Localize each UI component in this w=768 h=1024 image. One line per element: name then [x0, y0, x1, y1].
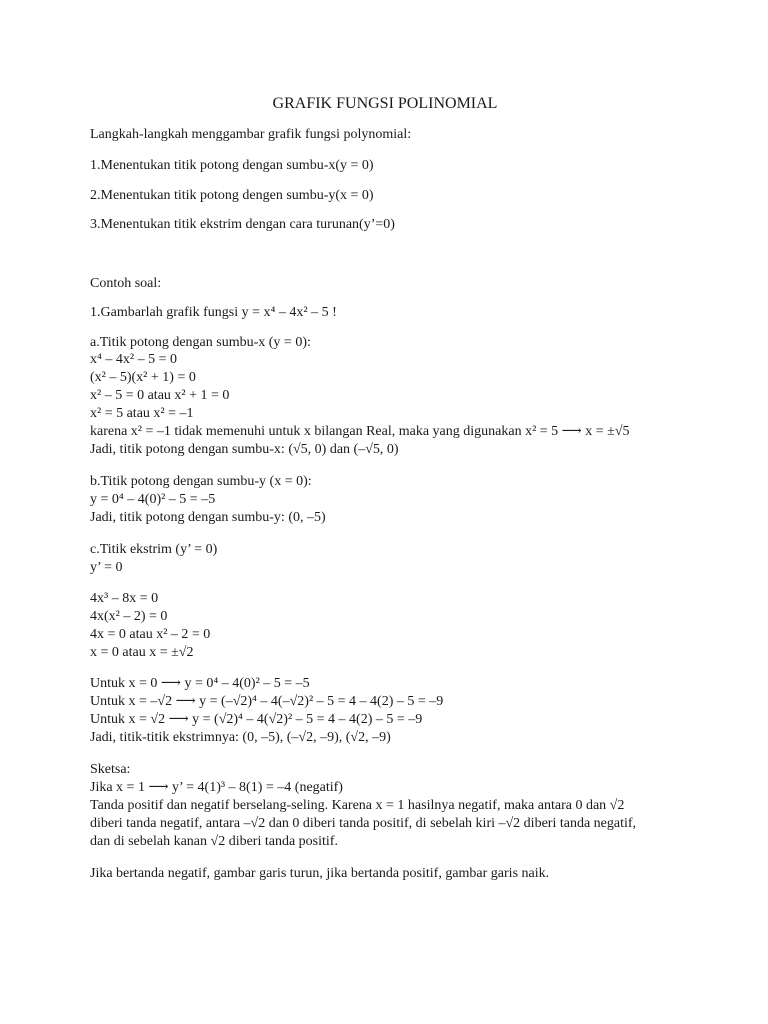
part-b-line: y = 0⁴ – 4(0)² – 5 = –5 — [90, 492, 216, 507]
intro-text: Langkah-langkah menggambar grafik fungsi polynomial: — [90, 127, 412, 142]
part-b-line: Jadi, titik potong dengan sumbu-y: (0, –5) — [90, 510, 326, 525]
step-1: 1.Menentukan titik potong dengan sumbu-x(y = 0) — [90, 158, 374, 173]
step-2: 2.Menentukan titik potong dengen sumbu-y(x = 0) — [90, 188, 374, 203]
part-b-line: b.Titik potong dengan sumbu-y (x = 0): — [90, 474, 312, 489]
page-title: GRAFIK FUNGSI POLINOMIAL — [272, 95, 498, 112]
part-a-line: x⁴ – 4x² – 5 = 0 — [90, 352, 177, 367]
part-c-step: 4x = 0 atau x² – 2 = 0 — [90, 627, 211, 642]
closing-text: Jika bertanda negatif, gambar garis turun, jika bertanda positif, gambar garis naik. — [90, 866, 550, 881]
part-c-step: 4x(x² – 2) = 0 — [90, 609, 168, 624]
part-c-value: Untuk x = √2 ⟶ y = (√2)⁴ – 4(√2)² – 5 = 4 – 4(2) – 5 = –9 — [90, 712, 423, 727]
problem-statement: 1.Gambarlah grafik fungsi y = x⁴ – 4x² – 5 ! — [90, 305, 337, 320]
part-c-step: x = 0 atau x = ±√2 — [90, 645, 194, 660]
part-a-line: karena x² = –1 tidak memenuhi untuk x bilangan Real, maka yang digunakan x² = 5 ⟶ x = ±√5 — [90, 424, 630, 439]
part-c-line: y’ = 0 — [90, 560, 123, 575]
example-heading: Contoh soal: — [90, 276, 162, 291]
part-c-value: Untuk x = 0 ⟶ y = 0⁴ – 4(0)² – 5 = –5 — [90, 676, 310, 691]
part-a-line: x² – 5 = 0 atau x² + 1 = 0 — [90, 388, 230, 403]
sketch-line: Jika x = 1 ⟶ y’ = 4(1)³ – 8(1) = –4 (negatif) — [90, 780, 343, 795]
sketch-line: Sketsa: — [90, 762, 131, 777]
part-a-line: a.Titik potong dengan sumbu-x (y = 0): — [90, 335, 311, 350]
part-a-line: x² = 5 atau x² = –1 — [90, 406, 194, 421]
part-c-step: 4x³ – 8x = 0 — [90, 591, 159, 606]
part-c-line: c.Titik ekstrim (y’ = 0) — [90, 542, 218, 557]
part-c-value: Untuk x = –√2 ⟶ y = (–√2)⁴ – 4(–√2)² – 5 = 4 – 4(2) – 5 = –9 — [90, 694, 444, 709]
sketch-line: diberi tanda negatif, antara –√2 dan 0 diberi tanda positif, di sebelah kiri –√2 diberi tanda negatif, — [90, 816, 637, 831]
part-a-line: Jadi, titik potong dengan sumbu-x: (√5, 0) dan (–√5, 0) — [90, 442, 399, 457]
sketch-line: Tanda positif dan negatif berselang-seling. Karena x = 1 hasilnya negatif, maka antara 0 dan √2 — [90, 798, 625, 813]
part-c-value: Jadi, titik-titik ekstrimnya: (0, –5), (–√2, –9), (√2, –9) — [90, 730, 391, 745]
part-a-line: (x² – 5)(x² + 1) = 0 — [90, 370, 196, 385]
sketch-line: dan di sebelah kanan √2 diberi tanda positif. — [90, 834, 338, 849]
step-3: 3.Menentukan titik ekstrim dengan cara turunan(y’=0) — [90, 217, 395, 232]
